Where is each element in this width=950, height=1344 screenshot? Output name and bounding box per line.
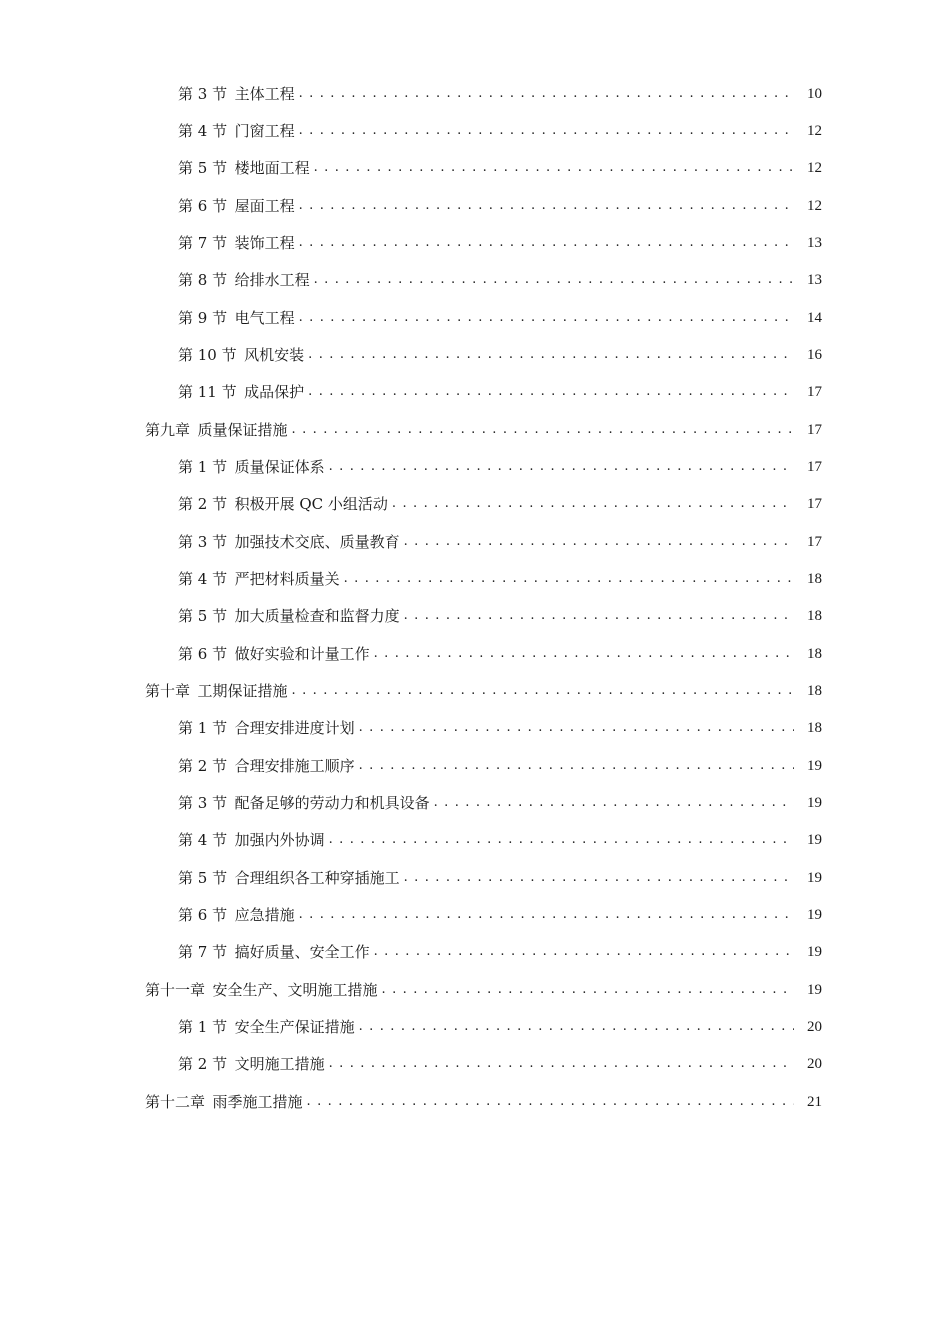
toc-entry-number: 第十二章 [145, 1092, 206, 1111]
toc-entry-title: 文明施工措施 [234, 1055, 325, 1074]
toc-entry-page: 19 [807, 832, 822, 849]
toc-entry-number: 第 2 节 [178, 495, 228, 514]
toc-entry-number: 第 4 节 [178, 121, 228, 140]
toc-dot-leader [308, 345, 794, 365]
toc-entry-number: 第 11 节 [178, 383, 237, 402]
toc-section-entry[interactable] [0, 112, 950, 149]
toc-entry-title: 严把材料质量关 [234, 569, 340, 588]
toc-entry-number: 第 5 节 [178, 868, 228, 887]
toc-entry-number: 第 3 节 [178, 532, 228, 551]
toc-entry-label [178, 718, 359, 738]
toc-section-entry[interactable] [0, 822, 950, 859]
toc-entry-page: 10 [807, 85, 822, 102]
toc-entry-title: 安全生产保证措施 [234, 1017, 355, 1036]
toc-entry-number: 第 6 节 [178, 644, 228, 663]
toc-dot-leader [404, 868, 794, 888]
toc-entry-label [178, 942, 374, 962]
toc-dot-leader [329, 830, 794, 850]
toc-entry-title: 做好实验和计量工作 [234, 644, 370, 663]
toc-section-entry[interactable] [0, 75, 950, 112]
toc-entry-page: 17 [807, 533, 822, 550]
toc-section-entry[interactable] [0, 560, 950, 597]
toc-entry-page: 18 [807, 645, 822, 662]
toc-dot-leader [359, 718, 794, 738]
toc-entry-number: 第 7 节 [178, 233, 228, 252]
toc-entry-title: 主体工程 [234, 84, 295, 103]
toc-dot-leader [374, 942, 794, 962]
toc-chapter-entry[interactable] [0, 971, 950, 1008]
toc-dot-leader [314, 270, 794, 290]
toc-dot-leader [299, 121, 794, 141]
toc-section-entry[interactable] [0, 896, 950, 933]
toc-section-entry[interactable] [0, 523, 950, 560]
toc-entry-title: 成品保护 [244, 383, 305, 402]
toc-entry-title: 搞好质量、安全工作 [234, 943, 370, 962]
toc-entry-title: 加强内外协调 [234, 831, 325, 850]
toc-section-entry[interactable] [0, 374, 950, 411]
toc-entry-number: 第 6 节 [178, 196, 228, 215]
toc-entry-label [178, 382, 308, 402]
toc-chapter-entry[interactable] [0, 672, 950, 709]
toc-entry-number: 第九章 [145, 420, 191, 439]
toc-entry-title: 合理组织各工种穿插施工 [234, 868, 400, 887]
toc-section-entry[interactable] [0, 224, 950, 261]
toc-entry-number: 第十章 [145, 681, 191, 700]
toc-dot-leader [308, 382, 794, 402]
toc-entry-number: 第 8 节 [178, 271, 228, 290]
toc-entry-label [178, 830, 329, 850]
toc-entry-page: 17 [807, 496, 822, 513]
toc-entry-title: 安全生产、文明施工措施 [212, 980, 378, 999]
toc-dot-leader [314, 158, 794, 178]
toc-section-entry[interactable] [0, 635, 950, 672]
toc-section-entry[interactable] [0, 150, 950, 187]
toc-entry-label [178, 1017, 359, 1037]
toc-dot-leader [344, 569, 794, 589]
toc-dot-leader [392, 494, 794, 514]
toc-entry-page: 17 [807, 421, 822, 438]
toc-entry-page: 13 [807, 234, 822, 251]
toc-entry-title: 雨季施工措施 [212, 1092, 303, 1111]
toc-entry-title: 加大质量检查和监督力度 [234, 607, 400, 626]
toc-entry-label [178, 793, 434, 813]
toc-dot-leader [359, 756, 794, 776]
toc-entry-page: 18 [807, 682, 822, 699]
toc-entry-page: 12 [807, 160, 822, 177]
toc-entry-page: 19 [807, 906, 822, 923]
toc-entry-number: 第 5 节 [178, 607, 228, 626]
toc-entry-number: 第 1 节 [178, 719, 228, 738]
toc-dot-leader [292, 420, 794, 440]
toc-entry-label [178, 905, 299, 925]
toc-entry-title: 质量保证体系 [234, 457, 325, 476]
toc-dot-leader [307, 1092, 794, 1112]
toc-section-entry[interactable] [0, 187, 950, 224]
toc-entry-title: 风机安装 [244, 345, 305, 364]
toc-entry-label [145, 420, 292, 440]
toc-entry-page: 20 [807, 1018, 822, 1035]
toc-entry-number: 第 1 节 [178, 457, 228, 476]
toc-entry-page: 18 [807, 608, 822, 625]
toc-entry-label [178, 121, 299, 141]
toc-chapter-entry[interactable] [0, 1083, 950, 1120]
toc-entry-page: 19 [807, 794, 822, 811]
toc-section-entry[interactable] [0, 336, 950, 373]
toc-entry-label [178, 868, 404, 888]
toc-section-entry[interactable] [0, 262, 950, 299]
toc-dot-leader [404, 606, 794, 626]
toc-entry-title: 电气工程 [234, 308, 295, 327]
toc-section-entry[interactable] [0, 448, 950, 485]
toc-entry-label [178, 644, 374, 664]
toc-entry-label [178, 606, 404, 626]
toc-dot-leader [299, 905, 794, 925]
toc-entry-page: 18 [807, 720, 822, 737]
toc-dot-leader [299, 84, 794, 104]
toc-entry-number: 第 6 节 [178, 905, 228, 924]
toc-entry-number: 第 1 节 [178, 1017, 228, 1036]
toc-entry-page: 18 [807, 570, 822, 587]
toc-dot-leader [329, 457, 794, 477]
toc-entry-page: 19 [807, 869, 822, 886]
toc-entry-number: 第 4 节 [178, 831, 228, 850]
toc-entry-page: 12 [807, 122, 822, 139]
toc-entry-page: 13 [807, 272, 822, 289]
toc-entry-title: 加强技术交底、质量教育 [234, 532, 400, 551]
toc-entry-number: 第 7 节 [178, 943, 228, 962]
toc-dot-leader [359, 1017, 794, 1037]
toc-entry-title: 积极开展 QC 小组活动 [234, 495, 388, 514]
toc-entry-title: 门窗工程 [234, 121, 295, 140]
toc-entry-label [178, 270, 314, 290]
toc-section-entry[interactable] [0, 598, 950, 635]
toc-entry-page: 19 [807, 981, 822, 998]
toc-dot-leader [374, 644, 794, 664]
toc-entry-page: 14 [807, 309, 822, 326]
toc-entry-title: 配备足够的劳动力和机具设备 [234, 793, 430, 812]
toc-entry-number: 第 4 节 [178, 569, 228, 588]
toc-entry-label [178, 1054, 329, 1074]
toc-entry-list [0, 75, 950, 1120]
toc-entry-number: 第 2 节 [178, 1055, 228, 1074]
toc-entry-title: 给排水工程 [234, 271, 310, 290]
toc-entry-number: 第 9 节 [178, 308, 228, 327]
toc-entry-label [178, 494, 392, 514]
toc-section-entry[interactable] [0, 934, 950, 971]
toc-section-entry[interactable] [0, 747, 950, 784]
toc-entry-page: 12 [807, 197, 822, 214]
table-of-contents [0, 75, 950, 1120]
toc-entry-label [178, 308, 299, 328]
toc-dot-leader [292, 681, 794, 701]
toc-dot-leader [299, 308, 794, 328]
toc-entry-page: 19 [807, 944, 822, 961]
toc-entry-page: 17 [807, 458, 822, 475]
toc-entry-number: 第 5 节 [178, 159, 228, 178]
toc-entry-title: 楼地面工程 [234, 159, 310, 178]
toc-entry-page: 17 [807, 384, 822, 401]
toc-entry-title: 合理安排施工顺序 [234, 756, 355, 775]
toc-dot-leader [404, 532, 794, 552]
toc-entry-number: 第 10 节 [178, 345, 237, 364]
toc-entry-title: 屋面工程 [234, 196, 295, 215]
toc-entry-title: 应急措施 [234, 905, 295, 924]
toc-dot-leader [382, 980, 794, 1000]
toc-entry-title: 合理安排进度计划 [234, 719, 355, 738]
toc-entry-page: 19 [807, 757, 822, 774]
toc-section-entry[interactable] [0, 710, 950, 747]
toc-dot-leader [329, 1054, 794, 1074]
toc-entry-label [145, 681, 292, 701]
toc-entry-label [178, 196, 299, 216]
toc-entry-number: 第 2 节 [178, 756, 228, 775]
toc-entry-label [178, 84, 299, 104]
toc-entry-label [178, 532, 404, 552]
toc-dot-leader [299, 196, 794, 216]
toc-entry-label [145, 1092, 307, 1112]
toc-entry-label [178, 457, 329, 477]
toc-entry-title: 工期保证措施 [197, 681, 288, 700]
toc-chapter-entry[interactable] [0, 411, 950, 448]
toc-entry-number: 第 3 节 [178, 84, 228, 103]
toc-dot-leader [434, 793, 794, 813]
toc-section-entry[interactable] [0, 1008, 950, 1045]
toc-entry-label [178, 158, 314, 178]
toc-entry-title: 装饰工程 [234, 233, 295, 252]
toc-section-entry[interactable] [0, 784, 950, 821]
toc-entry-page: 16 [807, 346, 822, 363]
toc-entry-label [178, 756, 359, 776]
toc-section-entry[interactable] [0, 299, 950, 336]
toc-entry-number: 第十一章 [145, 980, 206, 999]
toc-entry-label [178, 345, 308, 365]
toc-dot-leader [299, 233, 794, 253]
toc-entry-page: 21 [807, 1093, 822, 1110]
toc-entry-label [178, 569, 344, 589]
toc-entry-page: 20 [807, 1056, 822, 1073]
toc-section-entry[interactable] [0, 859, 950, 896]
toc-entry-label [178, 233, 299, 253]
toc-entry-label [145, 980, 382, 1000]
toc-section-entry[interactable] [0, 1046, 950, 1083]
toc-section-entry[interactable] [0, 486, 950, 523]
toc-entry-number: 第 3 节 [178, 793, 228, 812]
toc-entry-title: 质量保证措施 [197, 420, 288, 439]
